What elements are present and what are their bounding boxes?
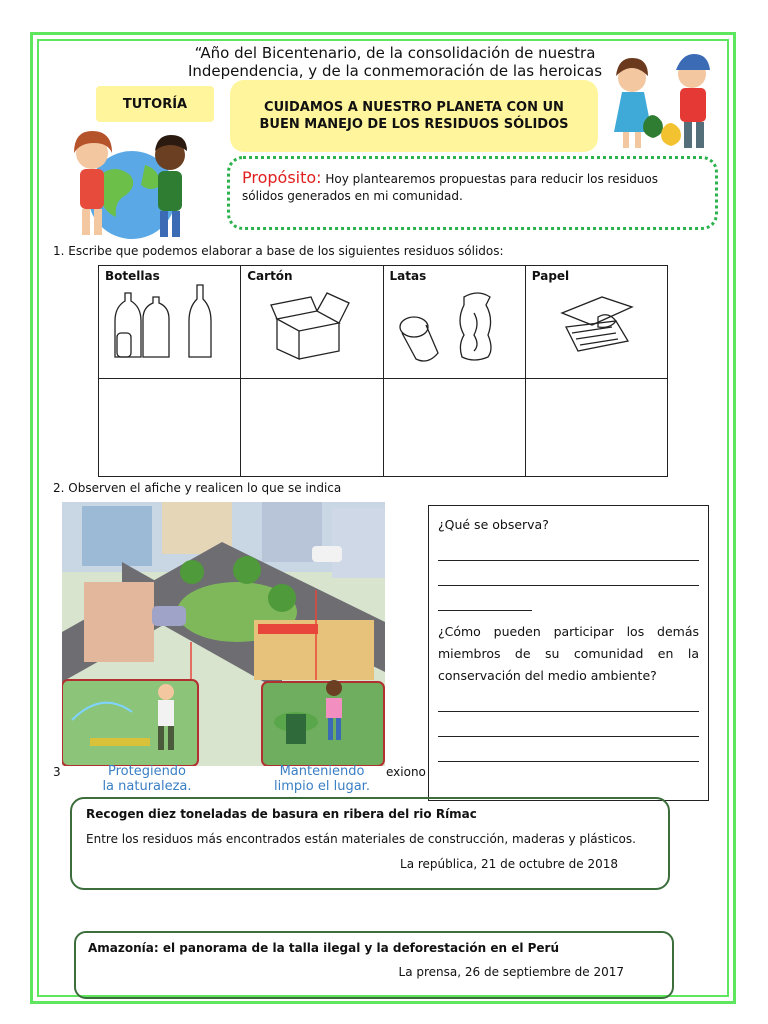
news-card-2 [74,931,674,999]
waste-table [98,265,668,477]
news-1-source: La república, 21 de octubre de 2018 [400,857,618,871]
question-1: 1. Escribe que podemos elaborar a base de los siguientes residuos sólidos: [53,244,504,258]
poster-image [62,502,385,798]
answer-line[interactable] [438,586,532,611]
question-participate: ¿Cómo pueden participar los demás miembros de su comunidad en la conservación del medio ambiente? [438,624,699,683]
poster-caption-left-line1: Protegiendo [107,764,187,779]
answer-cell-botellas[interactable] [99,379,241,477]
news-1-title: Recogen diez toneladas de basura en ribera del rio Rímac [86,807,477,821]
city-scene-illustration [62,502,385,798]
tutoria-label: TUTORÍA [96,86,214,122]
news-card-1 [70,797,670,890]
answer-cell-latas[interactable] [383,379,525,477]
answer-line[interactable] [438,536,699,561]
purpose-box [227,156,718,230]
year-header-line1: “Año del Bicentenario, de la consolidación de nuestra [194,44,596,62]
title-line1: CUIDAMOS A NUESTRO PLANETA CON UN [264,100,564,115]
waste-header-carton: Cartón [247,269,293,283]
cans-icon [390,283,510,363]
answer-line[interactable] [438,687,699,712]
year-header-line2: Independencia, y de la conmemoración de las heroicas [187,62,603,80]
question-3-number: 3 [53,765,61,779]
answer-line[interactable] [438,737,699,762]
poster-caption-left [92,764,202,794]
poster-caption-right [260,764,384,794]
answer-cell-papel[interactable] [525,379,667,477]
waste-cell-carton [241,266,383,379]
paper-icon [532,283,652,363]
poster-caption-right-line2: limpio el lugar. [274,779,370,794]
purpose-label: Propósito: [242,168,322,187]
waste-cell-latas [383,266,525,379]
cardboard-box-icon [247,283,367,363]
year-header [160,44,630,80]
answer-cell-carton[interactable] [241,379,383,477]
waste-header-botellas: Botellas [105,269,160,283]
news-1-body: Entre los residuos más encontrados están materiales de construcción, maderas y plásticos. [86,832,636,846]
title-line2: BUEN MANEJO DE LOS RESIDUOS SÓLIDOS [259,117,569,132]
poster-caption-right-line1: Manteniendo [279,764,365,779]
waste-header-latas: Latas [389,269,427,283]
answer-line[interactable] [438,712,699,737]
news-2-title: Amazonía: el panorama de la talla ilegal y la deforestación en el Perú [88,941,560,955]
question-box [428,505,709,801]
waste-header-papel: Papel [531,269,570,283]
title-box [230,80,598,152]
purpose-text: Hoy plantearemos propuestas para reducir los residuos sólidos generados en mi comunidad. [242,172,659,203]
question-observe: ¿Qué se observa? [438,517,549,532]
news-2-source: La prensa, 26 de septiembre de 2017 [398,965,624,979]
question-2: 2. Observen el afiche y realicen lo que se indica [53,481,342,495]
waste-cell-botellas [99,266,241,379]
question-3-fragment: exiono [386,765,426,779]
kids-recycling-illustration [604,52,724,156]
poster-caption-left-line2: la naturaleza. [102,779,192,794]
waste-cell-papel [525,266,667,379]
bottles-icon [105,283,225,363]
kids-globe-illustration [60,125,200,245]
answer-line[interactable] [438,561,699,586]
